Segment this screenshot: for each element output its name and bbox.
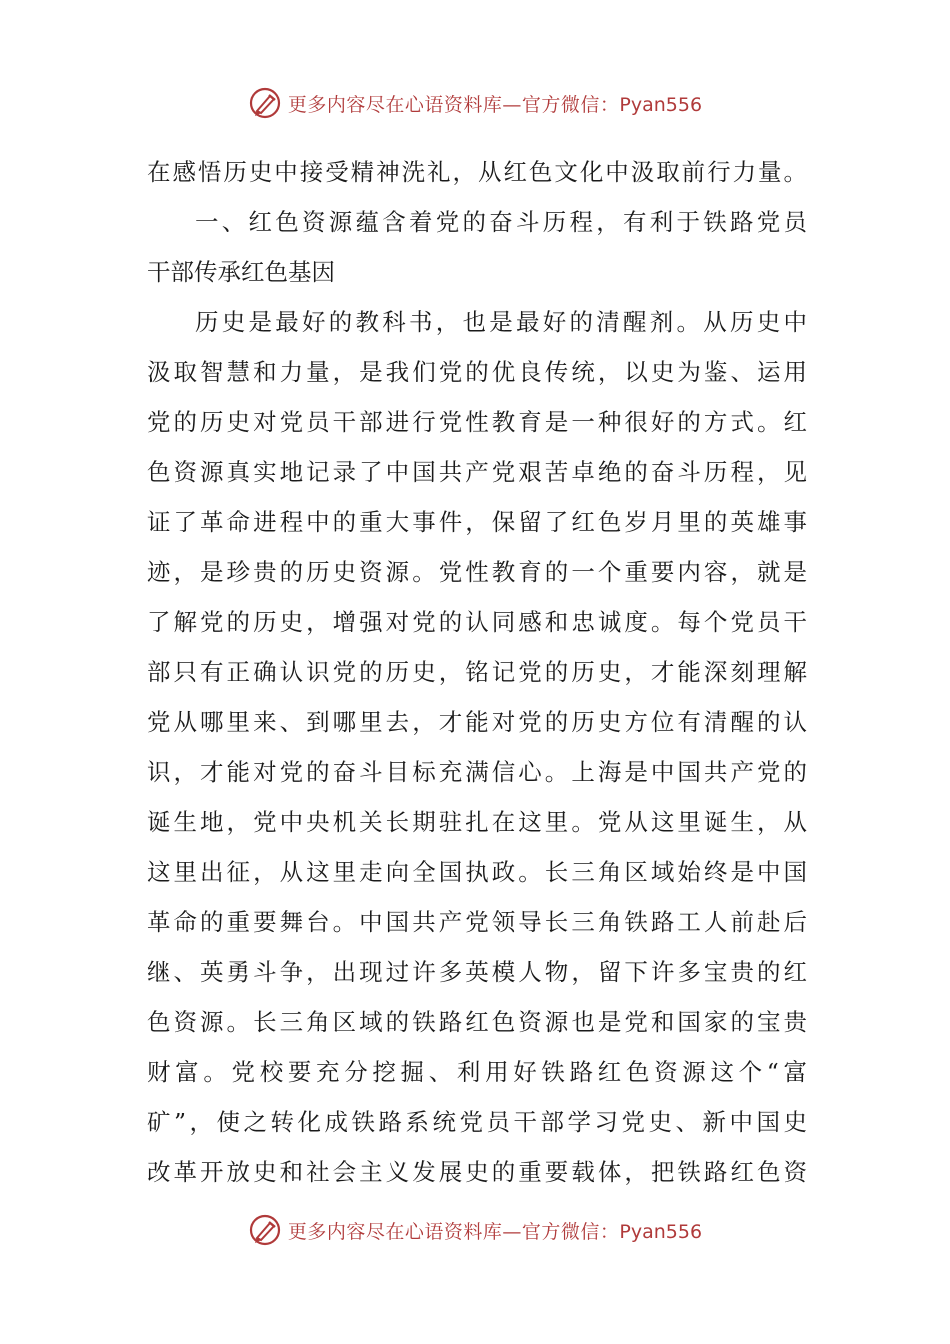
text-line: 这里出征，从这里走向全国执政。长三角区域始终是中国 [147,858,807,886]
document-body [147,147,807,1197]
header-watermark-text: 更多内容尽在心语资料库—官方微信：Pyan556 [287,93,703,116]
pen-nib-logo-icon [248,86,282,120]
text-line: 证了革命进程中的重大事件，保留了红色岁月里的英雄事 [147,508,807,536]
text-line: 继、英勇斗争，出现过许多英模人物，留下许多宝贵的红 [147,958,807,986]
section-heading-line: 干部传承红色基因 [147,258,335,286]
text-line: 革命的重要舞台。中国共产党领导长三角铁路工人前赴后 [147,908,807,936]
text-line: 财富。党校要充分挖掘、利用好铁路红色资源这个“富 [147,1058,807,1086]
pen-nib-logo-icon [248,1213,282,1247]
header-watermark-banner [0,83,950,123]
text-line: 迹，是珍贵的历史资源。党性教育的一个重要内容，就是 [147,558,807,586]
text-line: 在感悟历史中接受精神洗礼，从红色文化中汲取前行力量。 [147,158,807,186]
footer-watermark-banner [0,1210,950,1250]
text-line: 色资源。长三角区域的铁路红色资源也是党和国家的宝贵 [147,1008,807,1036]
footer-watermark-text: 更多内容尽在心语资料库—官方微信：Pyan556 [287,1220,703,1243]
text-line: 部只有正确认识党的历史，铭记党的历史，才能深刻理解 [147,658,807,686]
section-heading-line: 一、红色资源蕴含着党的奋斗历程，有利于铁路党员 [195,208,807,236]
text-line: 了解党的历史，增强对党的认同感和忠诚度。每个党员干 [147,608,807,636]
text-line: 诞生地，党中央机关长期驻扎在这里。党从这里诞生，从 [147,808,807,836]
text-line: 党从哪里来、到哪里去，才能对党的历史方位有清醒的认 [147,708,807,736]
text-line: 党的历史对党员干部进行党性教育是一种很好的方式。红 [147,408,807,436]
text-line: 历史是最好的教科书，也是最好的清醒剂。从历史中 [195,308,807,336]
text-line: 改革开放史和社会主义发展史的重要载体，把铁路红色资 [147,1158,807,1186]
text-line: 汲取智慧和力量，是我们党的优良传统，以史为鉴、运用 [147,358,807,386]
text-line: 矿”，使之转化成铁路系统党员干部学习党史、新中国史 [147,1108,807,1136]
text-line: 识，才能对党的奋斗目标充满信心。上海是中国共产党的 [147,758,807,786]
text-line: 色资源真实地记录了中国共产党艰苦卓绝的奋斗历程，见 [147,458,807,486]
